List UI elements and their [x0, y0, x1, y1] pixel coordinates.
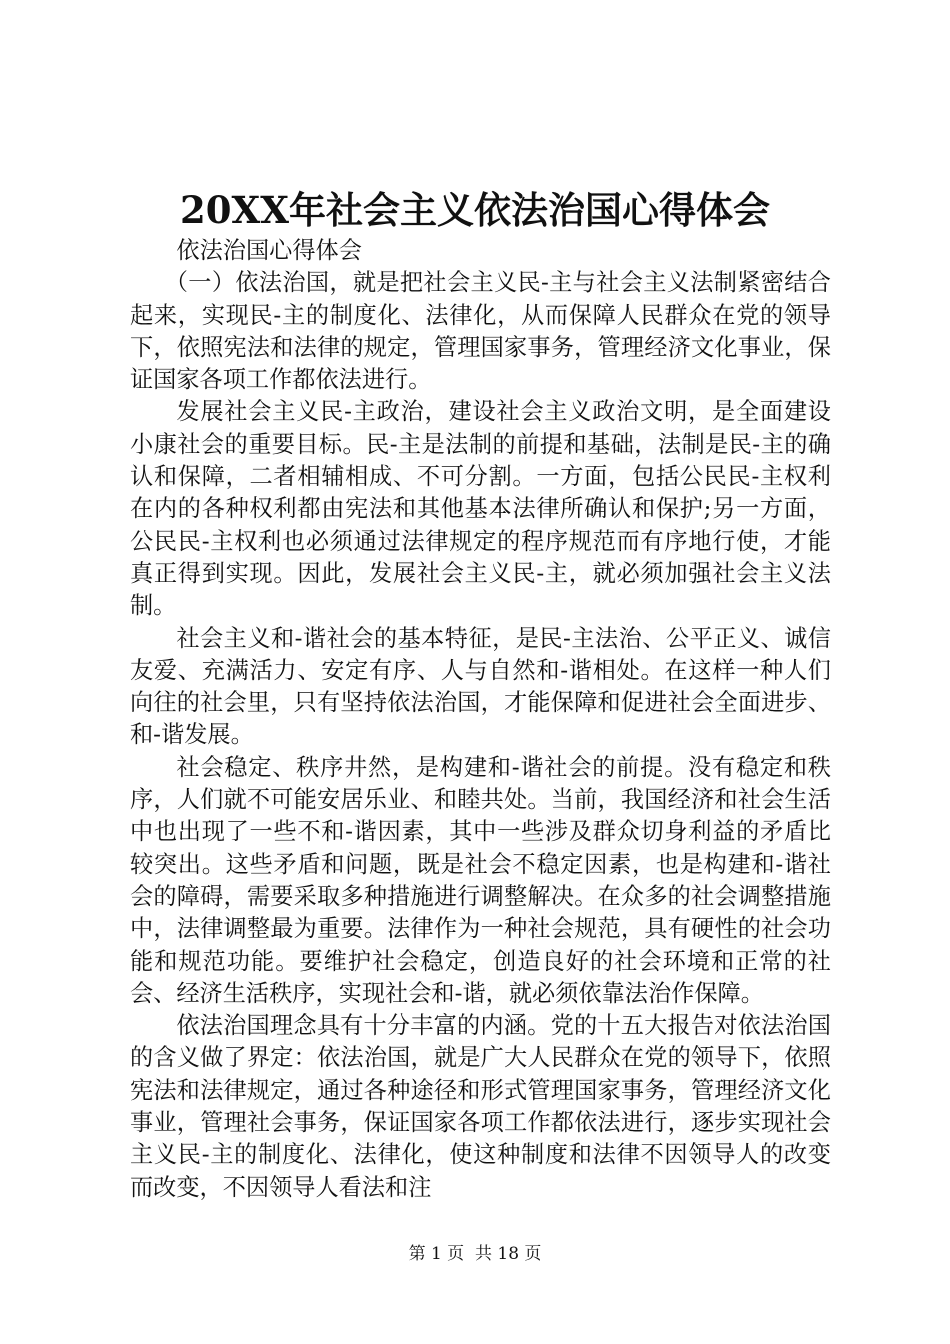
document-body — [130, 235, 831, 1204]
page-number-label: 第 1 页 共 18 页 — [408, 1244, 542, 1264]
page-footer — [0, 1243, 950, 1265]
document-subtitle: 依法治国心得体会 — [176, 237, 362, 264]
paragraph-5: 依法治国理念具有十分丰富的内涵。党的十五大报告对依法治国的含义做了界定：依法治国，就是广大人民群众在党的领导下，依照宪法和法律规定，通过各种途径和形式管理国家事务，管理经济文化事业，管理社会事务，保证国家各项工作都依法进行，逐步实现社会主义民-主的制度化、法律化，使这种制度和法律不因领导人的改变而改变，不因领导人看法和注 — [130, 1012, 831, 1201]
paragraph-4: 社会稳定、秩序井然，是构建和-谐社会的前提。没有稳定和秩序，人们就不可能安居乐业、和睦共处。当前，我国经济和社会生活中也出现了一些不和-谐因素，其中一些涉及群众切身利益的矛盾比较突出。这些矛盾和问题，既是社会不稳定因素，也是构建和-谐社会的障碍，需要采取多种措施进行调整解决。在众多的社会调整措施中，法律调整最为重要。法律作为一种社会规范，具有硬性的社会功能和规范功能。要维护社会稳定，创造良好的社会环境和正常的社会、经济生活秩序，实现社会和-谐，就必须依靠法治作保障。 — [130, 753, 831, 1007]
document-title: 20XX年社会主义依法治国心得体会 — [180, 188, 770, 232]
paragraph-2: 发展社会主义民-主政治，建设社会主义政治文明，是全面建设小康社会的重要目标。民-主是法制的前提和基础，法制是民-主的确认和保障，二者相辅相成、不可分割。一方面，包括公民民-主权利在内的各种权利都由宪法和其他基本法律所确认和保护;另一方面，公民民-主权利也必须通过法律规定的程序规范而有序地行使，才能真正得到实现。因此，发展社会主义民-主，就必须加强社会主义法制。 — [130, 398, 831, 620]
paragraph-3: 社会主义和-谐社会的基本特征，是民-主法治、公平正义、诚信友爱、充满活力、安定有序、人与自然和-谐相处。在这样一种人们向往的社会里，只有坚持依法治国，才能保障和促进社会全面进步、和-谐发展。 — [130, 624, 831, 749]
paragraph-1: （一）依法治国，就是把社会主义民-主与社会主义法制紧密结合起来，实现民-主的制度化、法律化，从而保障人民群众在党的领导下，依照宪法和法律的规定，管理国家事务，管理经济文化事业，保证国家各项工作都依法进行。 — [130, 269, 831, 394]
